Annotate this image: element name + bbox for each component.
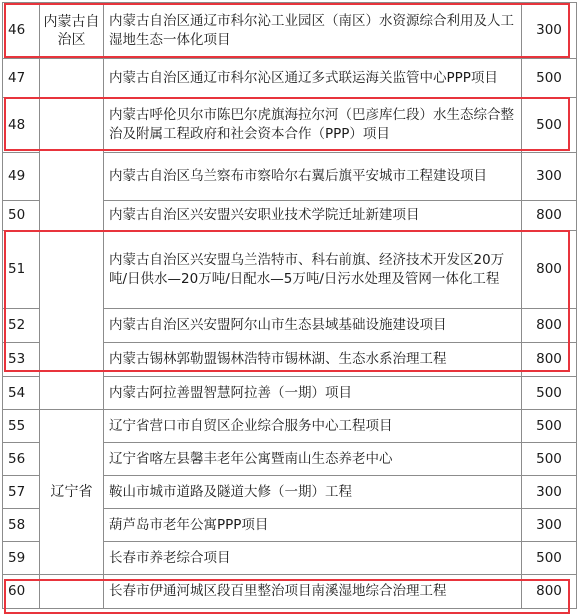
row-number: 49 [3,153,40,201]
table-row [3,575,577,609]
amount: 300 [522,153,577,201]
project-table [2,2,577,609]
amount: 500 [522,377,577,410]
row-number: 55 [3,410,40,443]
province-cell-liaoning: 辽宁省 [40,410,104,575]
amount: 800 [522,343,577,377]
row-number: 46 [3,3,40,59]
province-cell-empty [40,59,104,410]
project-name: 内蒙古阿拉善盟智慧阿拉善（一期）项目 [104,377,522,410]
row-number: 51 [3,231,40,309]
row-number: 52 [3,309,40,343]
row-number: 54 [3,377,40,410]
table-row [3,3,577,59]
amount: 800 [522,231,577,309]
project-name: 内蒙古自治区兴安盟乌兰浩特市、科右前旗、经济技术开发区20万吨/日供水—20万吨/日配水—5万吨/日污水处理及管网一体化工程 [104,231,522,309]
province-cell-empty [40,575,104,609]
row-number: 48 [3,98,40,153]
amount: 800 [522,201,577,231]
amount: 300 [522,3,577,59]
table-row [3,59,577,98]
project-name: 辽宁省营口市自贸区企业综合服务中心工程项目 [104,410,522,443]
table-row [3,410,577,443]
amount: 500 [522,443,577,476]
project-name: 长春市养老综合项目 [104,542,522,575]
row-number: 60 [3,575,40,609]
row-number: 50 [3,201,40,231]
project-name: 内蒙古自治区兴安盟兴安职业技术学院迁址新建项目 [104,201,522,231]
project-name: 内蒙古自治区通辽市科尔沁区通辽多式联运海关监管中心PPP项目 [104,59,522,98]
amount: 500 [522,542,577,575]
project-name: 长春市伊通河城区段百里整治项目南溪湿地综合治理工程 [104,575,522,609]
project-name: 辽宁省喀左县馨丰老年公寓暨南山生态养老中心 [104,443,522,476]
project-name: 内蒙古呼伦贝尔市陈巴尔虎旗海拉尔河（巴彦库仁段）水生态综合整治及附属工程政府和社会资本合作（PPP）项目 [104,98,522,153]
row-number: 47 [3,59,40,98]
amount: 500 [522,410,577,443]
amount: 300 [522,509,577,542]
row-number: 57 [3,476,40,509]
project-name: 鞍山市城市道路及隧道大修（一期）工程 [104,476,522,509]
row-number: 53 [3,343,40,377]
project-name: 内蒙古自治区兴安盟阿尔山市生态县域基础设施建设项目 [104,309,522,343]
amount: 800 [522,575,577,609]
row-number: 58 [3,509,40,542]
amount: 500 [522,59,577,98]
row-number: 59 [3,542,40,575]
row-number: 56 [3,443,40,476]
project-name: 葫芦岛市老年公寓PPP项目 [104,509,522,542]
project-name: 内蒙古锡林郭勒盟锡林浩特市锡林湖、生态水系治理工程 [104,343,522,377]
amount: 500 [522,98,577,153]
project-name: 内蒙古自治区通辽市科尔沁工业园区（南区）水资源综合利用及人工湿地生态一体化项目 [104,3,522,59]
project-name: 内蒙古自治区乌兰察布市察哈尔右翼后旗平安城市工程建设项目 [104,153,522,201]
amount: 800 [522,309,577,343]
amount: 300 [522,476,577,509]
province-cell-inner-mongolia: 内蒙古自治区 [40,3,104,59]
